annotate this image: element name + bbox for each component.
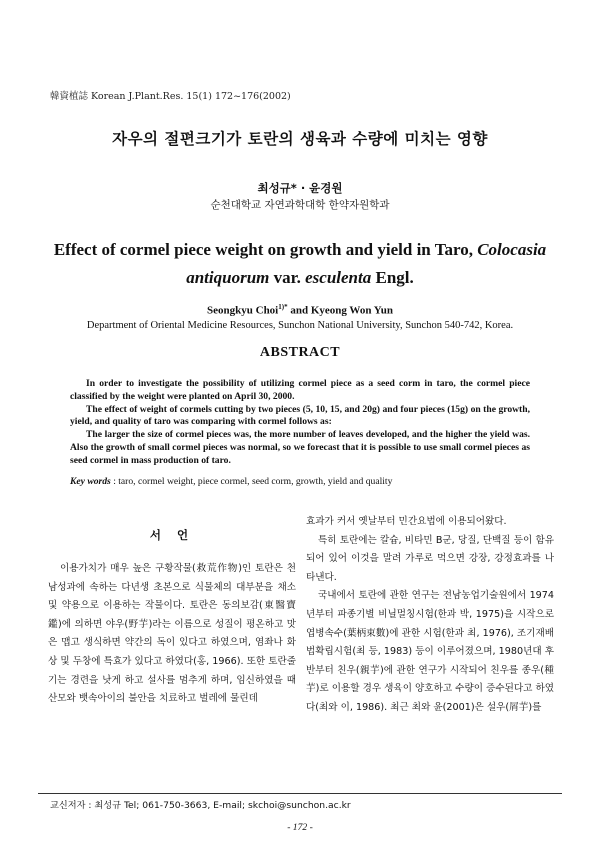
english-title-italic2: esculenta bbox=[305, 268, 372, 287]
keywords-text: : taro, cormel weight, piece cormel, seed corm, growth, yield and quality bbox=[113, 476, 393, 487]
abstract-paragraph: In order to investigate the possibility of utilizing cormel piece as a seed corm in taro, the cormel piece classified by the weight were planted on April 30, 2000. bbox=[70, 378, 530, 402]
english-title-part2: var. bbox=[269, 268, 306, 287]
english-title-part1: Effect of cormel piece weight on growth and yield in Taro, bbox=[53, 240, 478, 259]
english-title bbox=[40, 236, 560, 292]
english-authors bbox=[0, 303, 600, 317]
abstract-paragraph: The effect of weight of cormels cutting by two pieces (5, 10, 15, and 20g) and four pieces (15g) on the growth, yield, and quality of taro was comparing with cormel follows as: bbox=[70, 403, 530, 428]
abstract-heading: ABSTRACT bbox=[259, 345, 341, 360]
author-name-1: Seongkyu Choi bbox=[207, 304, 279, 317]
english-title-italic1: Colocasia antiquorum bbox=[186, 240, 547, 287]
footnote-divider bbox=[38, 793, 562, 794]
abstract-paragraph: The larger the size of cormel pieces was, the more number of leaves developed, and the higher the yield was. Also the growth of small cormel pieces was normal, so we forecast that it is possible to use small cormel pieces as seed cormel in mass production of taro. bbox=[70, 429, 530, 466]
section-heading-introduction: 서 언 bbox=[149, 528, 195, 542]
korean-authors: 최성규* · 윤경원 bbox=[257, 181, 343, 195]
korean-title: 자우의 절편크기가 토란의 생육과 수량에 미치는 영향 bbox=[112, 130, 488, 148]
korean-affiliation: 순천대학교 자연과학대학 한약자원학과 bbox=[210, 199, 390, 211]
right-column bbox=[306, 513, 554, 718]
abstract-body bbox=[70, 378, 530, 468]
correspondence-footnote: 교신저자 : 최성규 Tel; 061-750-3663, E-mail; skchoi@sunchon.ac.kr bbox=[50, 800, 351, 811]
body-paragraph: 특히 토란에는 칼슘, 비타민 B군, 당질, 단백질 등이 함유되어 있어 이것을 말려 가루로 먹으면 강장, 강정효과를 나타낸다. bbox=[306, 534, 554, 583]
keywords bbox=[70, 476, 540, 487]
body-paragraph: 국내에서 토란에 관한 연구는 전남농업기술원에서 1974년부터 파종기별 비닐멀칭시험(한과 박, 1975)을 시작으로 엽병속수(葉柄束數)에 관한 시험(한과 최, 1976), 조기재배법확립시험(최 등, 1983) 등이 이루어졌으며, 1980년대 후반부터 친우(親芋)에 관한 연구가 시작되어 친우를 종우(種芋)로 이용할 경우 생육이 양호하고 수량이 증수된다고 하였다(최와 이, 1986). 최근 최와 윤(2001)은 설우(屑芋)를 bbox=[306, 590, 554, 713]
body-paragraph: 효과가 커서 옛날부터 민간요법에 이용되어왔다. bbox=[306, 516, 507, 527]
left-column bbox=[48, 560, 296, 709]
english-title-part3: Engl. bbox=[371, 268, 414, 287]
page-number: - 172 - bbox=[287, 822, 313, 833]
english-affiliation: Department of Oriental Medicine Resources, Sunchon National University, Sunchon 540-742, Korea. bbox=[86, 320, 514, 331]
body-paragraph: 이용가치가 매우 높은 구황작물(救荒作物)인 토란은 천남성과에 속하는 다년생 초본으로 식물체의 대부분을 채소 및 약용으로 이용하는 작물이다. 토란은 동의보감(東醫寶鑑)에 의하면 야우(野芋)라는 이름으로 성질이 평온하고 맛은 맵고 생식하면 약간의 독이 있다고 하였으며, 염좌나 화상 및 두창에 특효가 있다고 하였다(홍, 1966). 또한 토란줄기는 경련을 낫게 하고 설사를 멈추게 하며, 임신하였을 때 산모와 뱃속아이의 불안을 치료하고 벌레에 물린데 bbox=[48, 563, 296, 705]
author-rest: and Kyeong Won Yun bbox=[287, 304, 393, 317]
author-superscript: 1)* bbox=[278, 303, 288, 311]
journal-citation: 韓資植誌 Korean J.Plant.Res. 15(1) 172~176(2002) bbox=[50, 91, 291, 102]
keywords-label: Key words bbox=[70, 476, 111, 487]
